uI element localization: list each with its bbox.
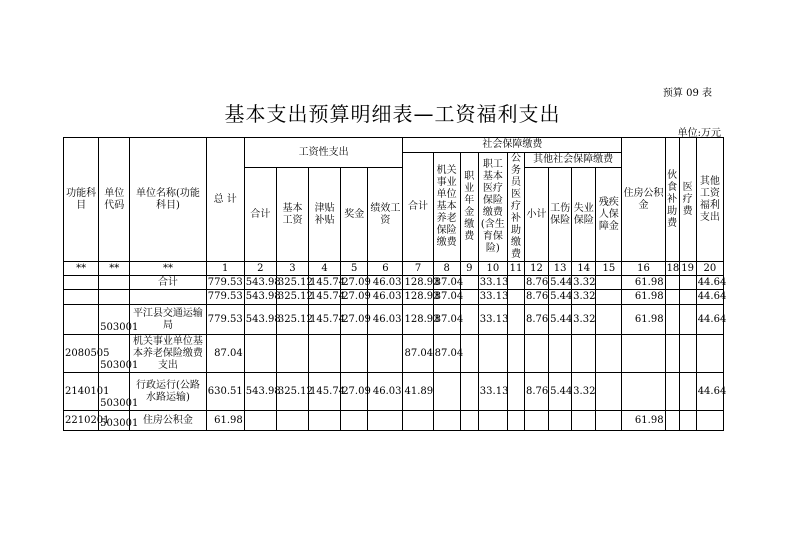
value-cell — [524, 411, 548, 431]
value-cell — [596, 411, 622, 431]
value-cell — [679, 335, 696, 373]
value-cell — [524, 335, 548, 373]
header-social-group: 社会保障缴费 — [403, 138, 622, 153]
value-cell: 27.09 — [341, 290, 368, 305]
index-cell: 12 — [524, 262, 548, 276]
index-cell: 10 — [478, 262, 507, 276]
value-cell: 3.32 — [572, 373, 596, 411]
value-cell — [507, 373, 524, 411]
value-cell: 145.74 — [309, 290, 341, 305]
value-cell: 128.93 — [404, 276, 440, 288]
header-pension: 机关事业单位基本养老保险缴费 — [433, 153, 460, 262]
value-cell — [596, 305, 622, 335]
page-title: 基本支出预算明细表—工资福利支出 — [224, 102, 561, 126]
value-cell: 46.03 — [368, 290, 403, 305]
value-cell — [679, 411, 696, 431]
value-cell: 145.74 — [309, 373, 341, 411]
index-cell: 11 — [507, 262, 524, 276]
value-cell — [665, 411, 679, 431]
func-code-cell — [64, 276, 99, 290]
index-cell: 13 — [549, 262, 572, 276]
table-row — [64, 335, 724, 373]
value-cell — [433, 373, 460, 411]
unit-code-cell: 503001 — [99, 335, 130, 373]
header-func-code: 功能科目 — [64, 138, 99, 262]
value-cell: 630.51 — [206, 373, 244, 411]
func-code-cell — [64, 305, 99, 335]
index-cell: 1 — [206, 262, 244, 276]
index-cell: 3 — [276, 262, 308, 276]
header-total: 总 计 — [206, 138, 244, 262]
value-cell: 27.09 — [341, 305, 368, 335]
value-cell — [679, 276, 696, 290]
unit-name-cell: 机关事业单位基本养老保险缴费支出 — [130, 335, 206, 373]
value-cell — [244, 411, 276, 431]
value-cell — [665, 305, 679, 335]
value-cell: 325.12 — [277, 276, 313, 288]
value-cell: 61.98 — [622, 411, 665, 431]
index-cell: 16 — [622, 262, 665, 276]
value-cell — [368, 335, 403, 373]
index-cell: 20 — [696, 262, 723, 276]
unit-code-cell: 503001 — [99, 411, 130, 431]
unit-code-cell — [99, 276, 130, 290]
unit-name-cell: 合计 — [130, 276, 206, 290]
value-cell — [596, 335, 622, 373]
header-bonus: 奖金 — [341, 168, 368, 262]
table-row — [64, 373, 724, 411]
value-cell: 543.98 — [245, 276, 281, 288]
value-cell: 87.04 — [403, 335, 433, 373]
unit-code-cell — [99, 290, 130, 305]
value-cell: 3.32 — [573, 276, 596, 288]
value-cell: 543.98 — [244, 373, 276, 411]
value-cell — [507, 335, 524, 373]
func-code-cell: 2210201 — [64, 411, 99, 431]
value-cell — [309, 335, 341, 373]
header-wage-group: 工资性支出 — [244, 138, 403, 168]
value-cell — [622, 373, 665, 411]
value-cell: 87.04 — [433, 335, 460, 373]
value-cell: 87.04 — [434, 276, 464, 288]
value-cell: 3.32 — [572, 305, 596, 335]
value-cell — [244, 335, 276, 373]
header-unit-name: 单位名称(功能科目) — [130, 138, 206, 262]
value-cell: 543.98 — [244, 290, 276, 305]
table-row — [64, 290, 724, 305]
index-cell: 15 — [596, 262, 622, 276]
value-cell: 87.04 — [206, 335, 244, 373]
value-cell — [596, 290, 622, 305]
value-cell — [460, 373, 478, 411]
header-meal: 伙食补助费 — [667, 169, 678, 229]
header-medical-fee: 医疗费 — [682, 181, 693, 217]
value-cell: 8.76 — [524, 373, 548, 411]
value-cell — [309, 411, 341, 431]
table-row — [64, 305, 724, 335]
unit-label: 单位:万元 — [677, 128, 721, 139]
value-cell: 8.76 — [524, 290, 548, 305]
value-cell: 61.98 — [206, 411, 244, 431]
header-basic-wage: 基本工资 — [276, 168, 308, 262]
unit-name-cell: 平江县交通运输局 — [130, 305, 206, 335]
value-cell — [679, 290, 696, 305]
value-cell: 41.89 — [403, 373, 433, 411]
value-cell: 44.64 — [696, 373, 723, 411]
value-cell: 5.44 — [549, 305, 572, 335]
value-cell: 325.12 — [276, 373, 308, 411]
value-cell: 8.76 — [524, 305, 548, 335]
value-cell: 33.13 — [478, 305, 507, 335]
value-cell: 779.53 — [206, 290, 244, 305]
index-cell: 4 — [309, 262, 341, 276]
unit-name-cell: 行政运行(公路水路运输) — [130, 373, 206, 411]
header-social-total: 合计 — [403, 153, 433, 262]
value-cell: 3.32 — [572, 290, 596, 305]
value-cell — [549, 411, 572, 431]
value-cell — [572, 411, 596, 431]
header-other-social-group: 其他社会保障缴费 — [524, 153, 621, 168]
value-cell — [276, 335, 308, 373]
index-cell: 19 — [679, 262, 696, 276]
header-unit-code: 单位代码 — [99, 138, 130, 262]
index-cell: 6 — [368, 262, 403, 276]
value-cell: 5.44 — [549, 373, 572, 411]
value-cell — [341, 411, 368, 431]
value-cell — [679, 305, 696, 335]
value-cell: 779.53 — [207, 276, 243, 288]
header-allowance: 津贴补贴 — [309, 168, 341, 262]
value-cell — [679, 373, 696, 411]
value-cell: 61.98 — [622, 276, 665, 290]
index-cell: 18 — [666, 262, 680, 274]
value-cell: 33.13 — [478, 373, 507, 411]
value-cell — [403, 411, 433, 431]
value-cell — [596, 373, 622, 411]
unit-name-cell — [130, 290, 206, 305]
index-cell: 2 — [244, 262, 276, 276]
header-other-subtotal: 小计 — [524, 168, 548, 262]
value-cell: 46.03 — [368, 305, 403, 335]
value-cell — [460, 411, 478, 431]
index-cell: 9 — [460, 262, 478, 276]
value-cell: 61.98 — [622, 290, 665, 305]
header-annuity: 职业年金缴费 — [464, 171, 475, 242]
table-row — [64, 276, 724, 290]
value-cell: 46.03 — [368, 276, 403, 290]
value-cell — [549, 335, 572, 373]
value-cell — [478, 411, 507, 431]
value-cell — [696, 411, 723, 431]
value-cell — [665, 373, 679, 411]
value-cell — [572, 335, 596, 373]
budget-table — [63, 137, 727, 431]
header-housing: 住房公积金 — [622, 138, 665, 262]
index-cell: 7 — [403, 262, 433, 276]
value-cell: 27.09 — [342, 276, 371, 288]
value-cell: 44.64 — [696, 305, 723, 335]
value-cell: 128.93 — [403, 290, 433, 305]
func-code-cell: 2140101 — [64, 373, 99, 411]
value-cell — [665, 290, 679, 305]
value-cell — [665, 276, 679, 290]
value-cell: 44.64 — [696, 290, 723, 305]
value-cell: 46.03 — [368, 373, 403, 411]
value-cell: 5.44 — [549, 290, 572, 305]
value-cell: 8.76 — [525, 276, 549, 288]
index-cell: 5 — [341, 262, 368, 276]
value-cell: 87.04 — [433, 290, 460, 305]
value-cell: 325.12 — [276, 290, 308, 305]
header-injury: 工伤保险 — [549, 168, 572, 262]
value-cell — [341, 335, 368, 373]
value-cell: 27.09 — [341, 373, 368, 411]
table-row — [64, 411, 724, 431]
index-cell: 14 — [572, 262, 596, 276]
func-code-cell: 2080505 — [64, 335, 99, 373]
value-cell: 325.12 — [276, 305, 308, 335]
unit-code-cell: 503001 — [99, 373, 130, 411]
value-cell: 5.44 — [550, 276, 573, 288]
value-cell: 33.13 — [479, 276, 509, 288]
header-wage-total: 合计 — [244, 168, 276, 262]
value-cell: 128.93 — [403, 305, 433, 335]
value-cell — [696, 335, 723, 373]
value-cell — [622, 335, 665, 373]
value-cell — [478, 335, 507, 373]
header-perf-wage: 绩效工资 — [368, 168, 403, 262]
value-cell — [507, 276, 524, 290]
header-unemployment: 失业保险 — [572, 168, 596, 262]
index-cell: 8 — [433, 262, 460, 276]
value-cell — [507, 290, 524, 305]
value-cell — [665, 335, 679, 373]
index-cell: ** — [99, 262, 130, 276]
table-number-label: 预算 09 表 — [662, 88, 712, 99]
index-cell: ** — [130, 262, 206, 276]
value-cell: 61.98 — [622, 305, 665, 335]
value-cell: 87.04 — [433, 305, 460, 335]
value-cell — [507, 305, 524, 335]
value-cell: 145.74 — [310, 276, 346, 288]
unit-code-cell: 503001 — [99, 305, 130, 335]
value-cell — [507, 411, 524, 431]
value-cell — [596, 276, 622, 290]
header-other-welfare: 其他工资福利支出 — [696, 138, 723, 262]
value-cell: 44.64 — [697, 276, 727, 288]
value-cell: 145.74 — [309, 305, 341, 335]
value-cell: 779.53 — [206, 305, 244, 335]
value-cell — [433, 411, 460, 431]
index-cell: ** — [64, 262, 99, 276]
index-row — [64, 262, 724, 276]
unit-name-cell: 住房公积金 — [130, 411, 206, 431]
value-cell: 543.98 — [244, 305, 276, 335]
func-code-cell — [64, 290, 99, 305]
value-cell — [276, 411, 308, 431]
value-cell — [368, 411, 403, 431]
header-disability: 残疾人保障金 — [596, 168, 622, 262]
value-cell: 33.13 — [478, 290, 507, 305]
header-civil-medical: 公务员医疗补助缴费 — [510, 153, 521, 260]
header-medical: 职工基本医疗保险缴费(含生育保险) — [478, 153, 507, 262]
